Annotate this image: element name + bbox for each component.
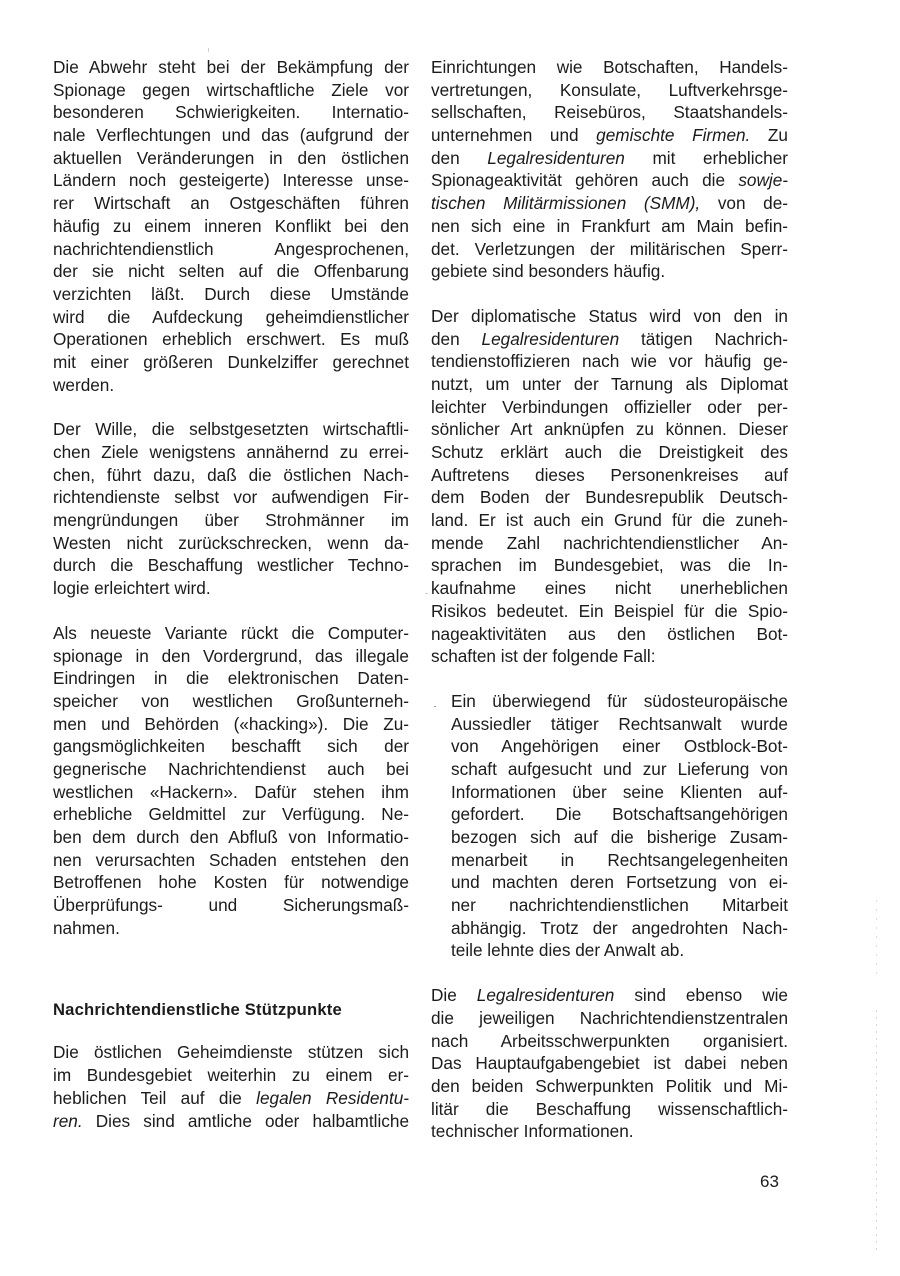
text-line [431, 147, 788, 170]
text-line: litär die Beschaffung wissenschaftlich- [431, 1098, 788, 1119]
text-line: richtendienste selbst vor aufwendigen Fir- [53, 487, 409, 508]
text-line: Aussiedler tätiger Rechtsanwalt wurde [451, 713, 788, 734]
text-segment: mit erheblicher [624, 147, 788, 168]
text-line [431, 192, 788, 215]
text-line: schaft aufgesucht und zur Lieferung von [451, 758, 788, 779]
text-line: Risikos bedeutet. Ein Beispiel für die Spio- [431, 600, 788, 621]
text-line: dem Boden der Bundesrepublik Deutsch- [431, 487, 788, 508]
text-line [53, 1087, 409, 1110]
text-line: men und Behörden («hacking»). Die Zu- [53, 713, 409, 734]
text-segment: Zu [750, 125, 788, 146]
text-line: mende Zahl nachrichtendienstlicher An- [431, 532, 788, 553]
text-line: Spionage gegen wirtschaftliche Ziele vor [53, 79, 409, 100]
emphasized-term: ren. [53, 1110, 83, 1131]
text-line: Eindringen in die elektronischen Daten- [53, 668, 409, 689]
text-line: Einrichtungen wie Botschaften, Handels- [431, 57, 788, 77]
text-line [431, 169, 788, 192]
text-segment: den [431, 328, 482, 349]
text-line: sprachen im Bundesgebiet, was die In- [431, 555, 788, 576]
text-line [431, 124, 788, 147]
text-line: nen sich eine in Frankfurt am Main befin- [431, 215, 788, 236]
text-line: Ein überwiegend für südosteuropäische [451, 690, 788, 711]
text-line: mit einer größeren Dunkelziffer gerechnet [53, 351, 409, 372]
scan-artifact [876, 1010, 877, 1250]
text-line: teile lehnte dies der Anwalt ab. [451, 940, 685, 961]
text-line: erhebliche Geldmittel zur Verfügung. Ne- [53, 804, 409, 825]
text-line: schaften ist der folgende Fall: [431, 646, 656, 667]
text-line: Überprüfungs- und Sicherungsmaß- [53, 895, 409, 916]
text-line: Auftretens dieses Personenkreises auf [431, 464, 788, 485]
page-number: 63 [760, 1172, 779, 1191]
text-line: gefordert. Die Botschaftsangehörigen [451, 804, 788, 825]
text-line: nageaktivitäten aus den östlichen Bot- [431, 623, 788, 644]
text-segment: von de- [700, 193, 788, 214]
paragraph-company-founding [53, 418, 409, 600]
text-segment: tätigen Nachrich- [619, 328, 788, 349]
text-line: det. Verletzungen der militärischen Sperr- [431, 238, 788, 259]
paragraph-diplomatic-status [431, 305, 788, 668]
text-line: besonderen Schwierigkeiten. Internatio- [53, 102, 409, 123]
text-line: leichter Verbindungen offizieller oder per- [431, 396, 788, 417]
text-line: Westen nicht zurückschrecken, wenn da- [53, 532, 409, 553]
emphasized-term: Legalresidenturen [476, 985, 615, 1006]
emphasized-term: legalen Residentu- [256, 1087, 409, 1108]
text-line: chen, führt dazu, daß die östlichen Nach- [53, 464, 409, 485]
text-line: nahmen. [53, 917, 120, 938]
text-line: Betroffenen hohe Kosten für notwendige [53, 872, 409, 893]
emphasized-term: tischen Militärmissionen (SMM), [431, 193, 701, 214]
text-segment: Dies sind amtliche oder halbamtliche [82, 1110, 409, 1131]
text-line: Als neueste Variante rückt die Computer- [53, 622, 409, 643]
text-line: chen Ziele wenigstens annähernd zu errei- [53, 442, 409, 462]
text-line: werden. [53, 374, 115, 395]
scan-artifact [208, 48, 209, 52]
text-line: rer Wirtschaft an Ostgeschäften führen [53, 193, 409, 214]
text-line: durch die Beschaffung westlicher Techno- [53, 555, 409, 576]
text-line: land. Er ist auch ein Grund für die zuneh- [431, 510, 788, 531]
paragraph-legal-residencies [53, 1041, 409, 1132]
text-line: gebiete sind besonders häufig. [431, 261, 666, 282]
emphasized-term: Legalresidenturen [481, 328, 620, 349]
scan-artifact [425, 593, 428, 594]
text-line: abhängig. Trotz der angedrohten Nach- [451, 917, 788, 938]
text-line: gegnerische Nachrichtendienst auch bei [53, 758, 409, 779]
text-line: Schutz erklärt auch die Dreistigkeit des [431, 442, 788, 462]
text-segment: Spionageaktivität gehören auch die [431, 170, 739, 191]
text-line [431, 984, 788, 1007]
text-line: Die östlichen Geheimdienste stützen sich [53, 1042, 409, 1063]
text-line: technischer Informationen. [431, 1121, 634, 1142]
text-line: und machten deren Fortsetzung von ei- [451, 872, 788, 893]
text-line [53, 1110, 409, 1133]
text-line: die jeweiligen Nachrichtendienstzentralen [431, 1007, 788, 1028]
text-line: von Angehörigen einer Ostblock-Bot- [451, 736, 788, 757]
scan-artifact [876, 900, 877, 980]
paragraph-counterintelligence [53, 56, 409, 396]
text-line: Die Abwehr steht bei der Bekämpfung der [53, 57, 409, 77]
case-example-block [451, 690, 788, 962]
text-line: Informationen über seine Klienten auf- [451, 781, 788, 802]
emphasized-term: Legalresidenturen [487, 147, 625, 168]
text-line: speicher von westlichen Großunterneh- [53, 690, 409, 711]
text-line: nen verursachten Schaden entstehen den [53, 849, 409, 870]
emphasized-term: gemischte Firmen. [596, 125, 751, 146]
text-line: aktuellen Veränderungen in den östlichen [53, 147, 409, 168]
text-line: verzichten läßt. Durch diese Umstände [53, 283, 409, 304]
text-line: tendienstoffizieren nach wie vor häufig ge- [431, 351, 788, 372]
text-line: gangsmöglichkeiten beschafft sich der [53, 736, 409, 757]
text-line: nutzt, um unter der Tarnung als Diplomat [431, 373, 788, 394]
paragraph-organization [431, 984, 788, 1143]
text-line: kaufnahme eines nicht unerheblichen [431, 578, 788, 599]
paragraph-institutions [431, 56, 788, 283]
text-line: wird die Aufdeckung geheimdienstlicher [53, 306, 409, 327]
text-line: sönlicher Art anknüpfen zu können. Dieser [431, 419, 788, 440]
right-column [431, 56, 788, 1143]
text-line: häufig zu einem inneren Konflikt bei den [53, 215, 409, 236]
text-line: im Bundesgebiet weiterhin zu einem er- [53, 1065, 409, 1086]
paragraph-computer-espionage [53, 622, 409, 940]
text-line: spionage in den Vordergrund, das illegale [53, 645, 409, 666]
text-line: Der Wille, die selbstgesetzten wirtschaftli- [53, 419, 409, 440]
emphasized-term: sowje- [738, 170, 788, 191]
text-segment: sind ebenso wie [614, 985, 788, 1006]
text-line: ner nachrichtendienstlichen Mitarbeit [451, 895, 788, 916]
text-line: Ländern noch gesteigerte) Interesse unse- [53, 170, 409, 191]
text-line: Der diplomatische Status wird von den in [431, 305, 788, 326]
left-column [53, 56, 409, 1132]
text-line: vertretungen, Konsulate, Luftverkehrsge- [431, 79, 788, 100]
text-line: Operationen erheblich erschwert. Es muß [53, 329, 409, 350]
section-heading: Nachrichtendienstliche Stützpunkte [53, 1000, 342, 1020]
text-line: logie erleichtert wird. [53, 578, 211, 599]
text-line: sellschaften, Reisebüros, Staatshandels- [431, 102, 788, 123]
text-line: der sie nicht selten auf die Offenbarung [53, 261, 409, 282]
text-line: mengründungen über Strohmänner im [53, 510, 409, 531]
text-line: nale Verflechtungen und das (aufgrund der [53, 125, 409, 146]
text-line: den beiden Schwerpunkten Politik und Mi- [431, 1075, 788, 1096]
text-segment: unternehmen und [431, 125, 597, 146]
text-line: westlichen «Hackern». Dafür stehen ihm [53, 781, 409, 802]
text-segment: den [431, 147, 488, 168]
text-line: menarbeit in Rechtsangelegenheiten [451, 849, 788, 870]
text-line: bezogen sich auf die bisherige Zusam- [451, 827, 788, 847]
text-line: nach Arbeitsschwerpunkten organisiert. [431, 1030, 788, 1051]
text-segment: heblichen Teil auf die [53, 1087, 257, 1108]
text-segment: Die [431, 985, 477, 1006]
text-line: Das Hauptaufgabengebiet ist dabei neben [431, 1053, 788, 1074]
text-line: nachrichtendienstlich Angesprochenen, [53, 238, 409, 259]
text-line: ben dem durch den Abfluß von Informatio- [53, 827, 409, 847]
text-line [431, 328, 788, 351]
